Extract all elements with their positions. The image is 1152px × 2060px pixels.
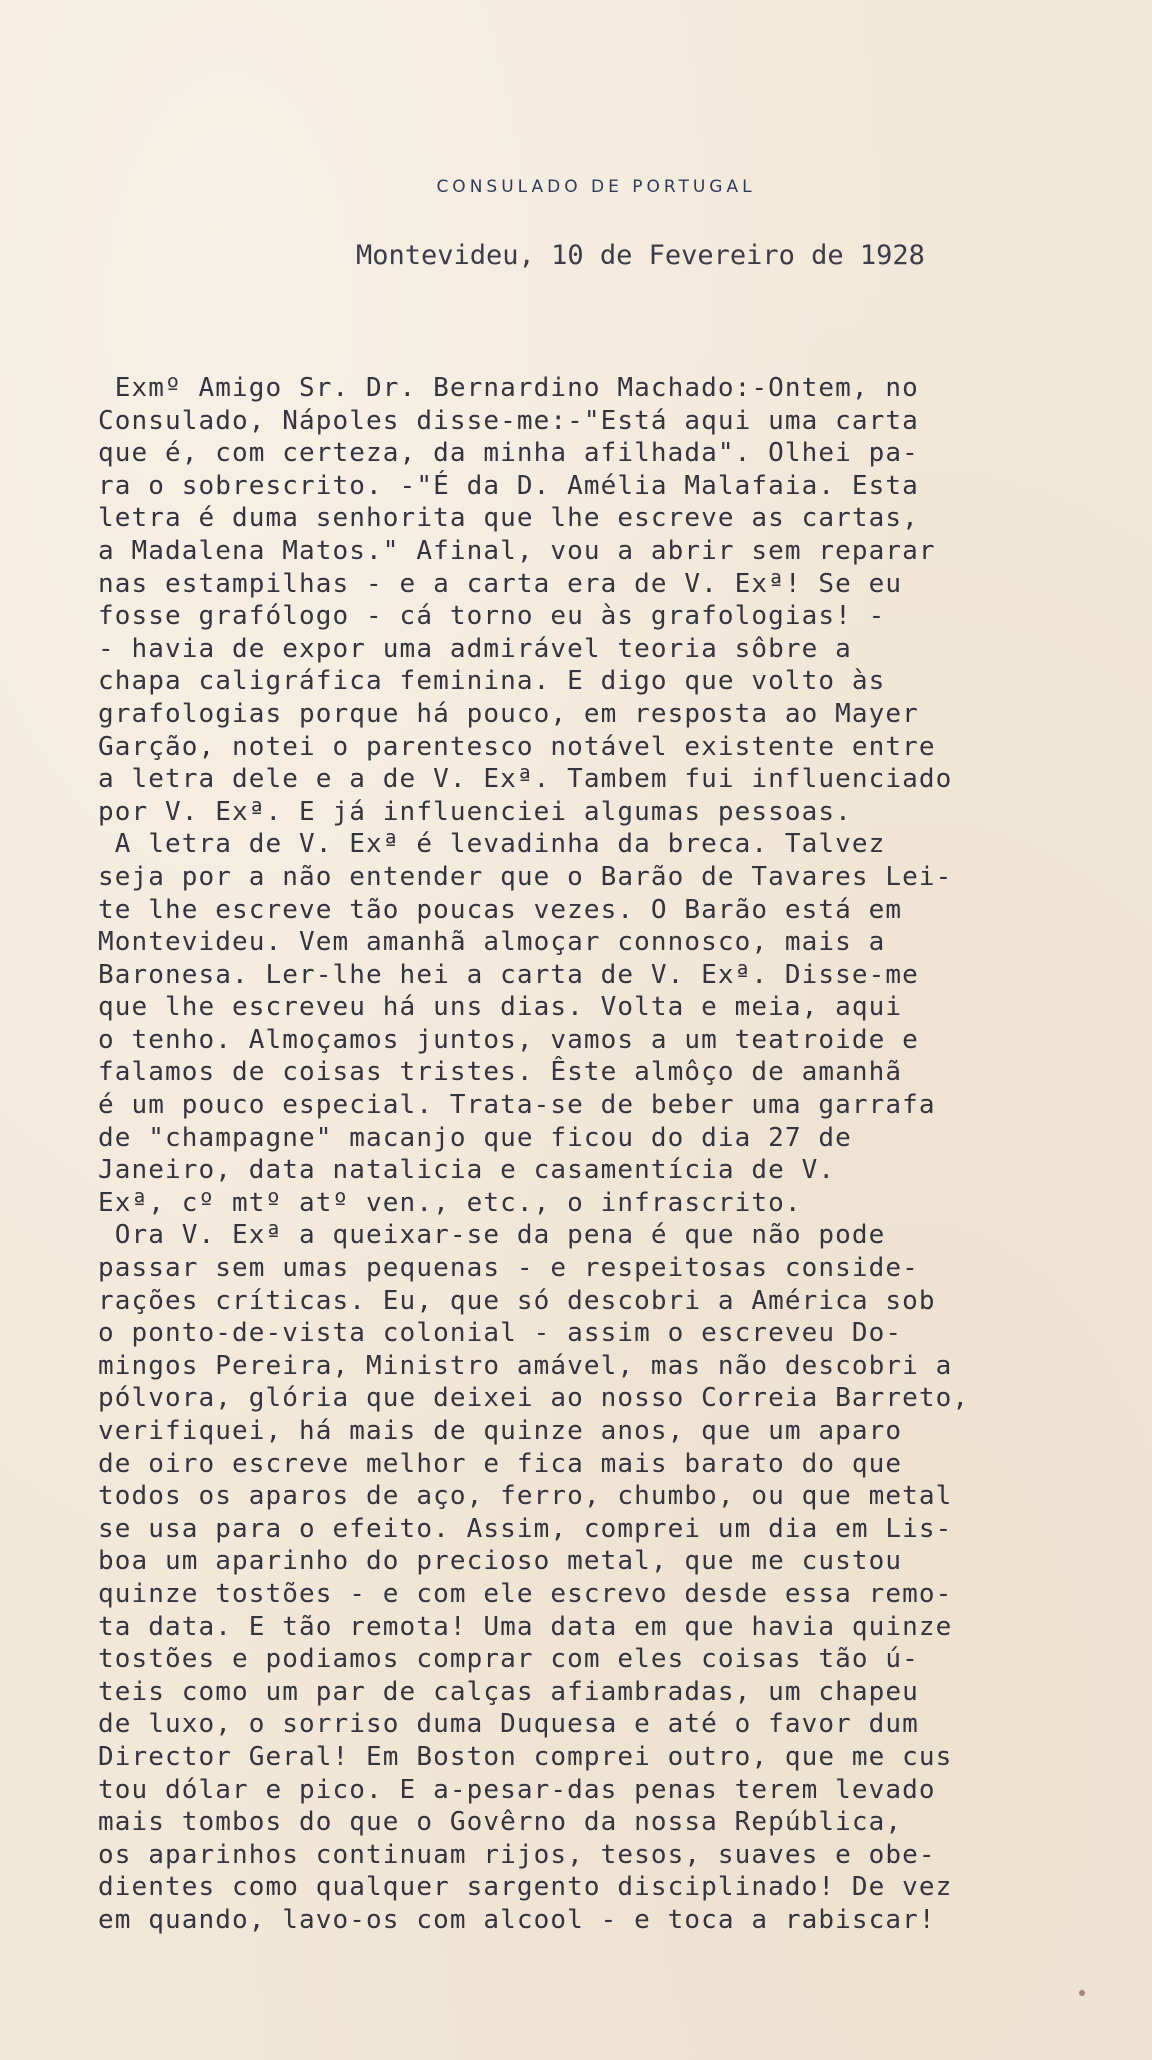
body-line: a Madalena Matos." Afinal, vou a abrir sem reparar [98, 535, 936, 566]
body-line: falamos de coisas tristes. Êste almôço de amanhã [98, 1057, 903, 1088]
body-line: mingos Pereira, Ministro amável, mas não descobri a [98, 1350, 953, 1381]
dateline: Montevideu, 10 de Fevereiro de 1928 [356, 240, 925, 271]
body-line: boa um aparinho do precioso metal, que me custou [98, 1546, 903, 1577]
body-line: Ora V. Exª a queixar-se da pena é que não pode [98, 1220, 886, 1251]
body-line: nas estampilhas - e a carta era de V. Exª! Se eu [98, 568, 903, 599]
body-line: tostões e podiamos comprar com eles coisas tão ú- [98, 1644, 919, 1675]
body-line: - havia de expor uma admirável teoria sôbre a [98, 633, 852, 664]
body-line: ta data. E tão remota! Uma data em que havia quinze [98, 1611, 953, 1642]
body-line: A letra de V. Exª é levadinha da breca. Talvez [98, 829, 886, 860]
body-line: todos os aparos de aço, ferro, chumbo, ou que metal [98, 1481, 953, 1512]
body-line: em quando, lavo-os com alcool - e toca a rabiscar! [98, 1904, 936, 1935]
body-line: Janeiro, data natalicia e casamentícia de V. [98, 1155, 836, 1186]
body-line: Montevideu. Vem amanhã almoçar connosco, mais a [98, 927, 886, 958]
body-line: fosse grafólogo - cá torno eu às grafologias! - [98, 601, 886, 632]
body-line: letra é duma senhorita que lhe escreve as cartas, [98, 503, 919, 534]
body-line: os aparinhos continuam rijos, tesos, suaves e obe- [98, 1839, 936, 1870]
body-line: Director Geral! Em Boston comprei outro, que me cus [98, 1741, 953, 1772]
body-line: Baronesa. Ler-lhe hei a carta de V. Exª. Disse-me [98, 959, 919, 990]
body-line: Exmº Amigo Sr. Dr. Bernardino Machado:-Ontem, no [98, 373, 919, 403]
body-line: verifiquei, há mais de quinze anos, que um aparo [98, 1416, 903, 1446]
body-line: é um pouco especial. Trata-se de beber uma garrafa [98, 1090, 936, 1121]
body-line: passar sem umas pequenas - e respeitosas conside- [98, 1253, 919, 1284]
body-line: de oiro escreve melhor e fica mais barato do que [98, 1448, 903, 1479]
body-line: Consulado, Nápoles disse-me:-"Está aqui uma carta [98, 405, 919, 436]
body-line: que é, com certeza, da minha afilhada". Olhei pa- [98, 438, 919, 469]
body-line: rações críticas. Eu, que só descobri a América sob [98, 1285, 936, 1316]
letterhead: CONSULADO DE PORTUGAL [436, 177, 756, 197]
body-line: dientes como qualquer sargento disciplinado! De vez [98, 1872, 953, 1903]
body-line: o ponto-de-vista colonial - assim o escreveu Do- [98, 1318, 903, 1349]
body-line: mais tombos do que o Govêrno da nossa República, [98, 1807, 903, 1838]
body-line: Exª, cº mtº atº ven., etc., o infrascrito. [98, 1187, 802, 1218]
body-line: por V. Exª. E já influenciei algumas pessoas. [98, 796, 852, 827]
body-line: se usa para o efeito. Assim, comprei um dia em Lis- [98, 1513, 953, 1544]
body-line: quinze tostões - e com ele escrevo desde essa remo- [98, 1578, 953, 1609]
body-line: pólvora, glória que deixei ao nosso Correia Barreto, [98, 1383, 970, 1414]
letter-body [98, 372, 1128, 1937]
body-line: de "champagne" macanjo que ficou do dia 27 de [98, 1122, 852, 1153]
body-line: grafologias porque há pouco, em resposta ao Mayer [98, 698, 919, 729]
body-line: a letra dele e a de V. Exª. Tambem fui influenciado [98, 764, 953, 795]
body-line: te lhe escreve tão poucas vezes. O Barão está em [98, 894, 903, 925]
body-line: seja por a não entender que o Barão de Tavares Lei- [98, 861, 953, 892]
body-line: o tenho. Almoçamos juntos, vamos a um teatroide e [98, 1024, 919, 1055]
body-line: teis como um par de calças afiambradas, um chapeu [98, 1676, 919, 1707]
body-line: que lhe escreveu há uns dias. Volta e meia, aqui [98, 992, 903, 1023]
body-line: ra o sobrescrito. -"É da D. Amélia Malafaia. Esta [98, 470, 919, 501]
body-line: de luxo, o sorriso duma Duquesa e até o favor dum [98, 1709, 919, 1740]
body-line: Garção, notei o parentesco notável existente entre [98, 731, 936, 762]
ink-dot [1079, 1990, 1085, 1996]
body-line: chapa caligráfica feminina. E digo que volto às [98, 666, 886, 697]
body-line: tou dólar e pico. E a-pesar-das penas terem levado [98, 1774, 936, 1805]
